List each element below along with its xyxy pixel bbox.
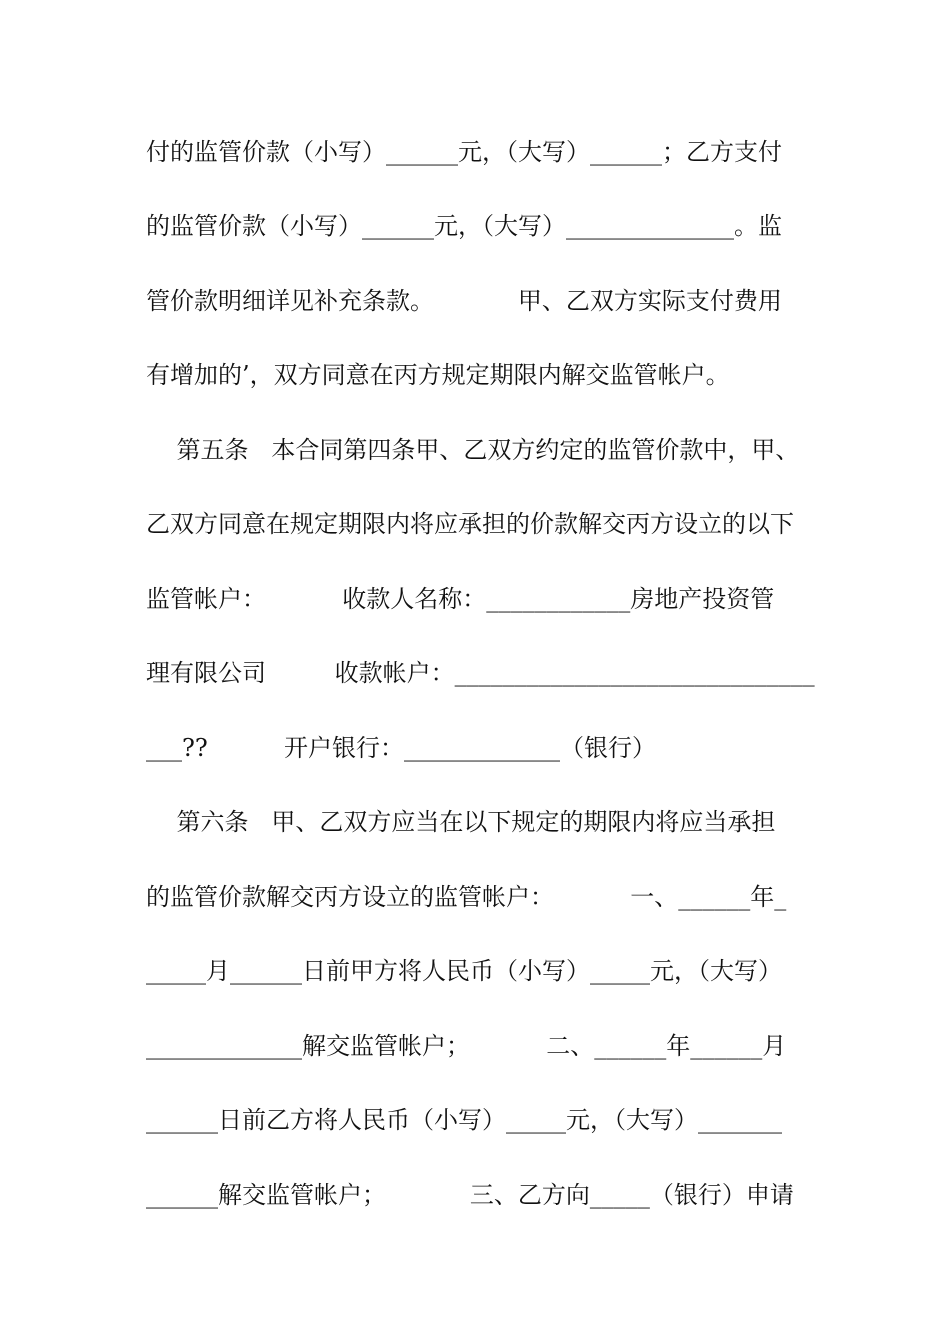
text-line: 有增加的’，双方同意在丙方规定期限内解交监管帐户。 [146,361,730,389]
text-line: 付的监管价款（小写）______元，（大写）______；乙方支付 [146,138,782,166]
text-line: ______解交监管帐户； 三、乙方向_____（银行）申请 [146,1181,794,1209]
text-line: _____月______日前甲方将人民币（小写）_____元，（大写） [146,957,782,985]
text-line: 监管帐户： 收款人名称：____________房地产投资管 [146,585,775,613]
text-line: 的监管价款解交丙方设立的监管帐户： 一、______年_ [146,883,787,911]
text-line: 的监管价款（小写）______元，（大写）______________。监 [146,212,782,240]
text-line: 乙双方同意在规定期限内将应承担的价款解交丙方设立的以下 [146,510,794,538]
text-line: ______日前乙方将人民币（小写）_____元，（大写）_______ [146,1106,782,1134]
text-line: 理有限公司 收款帐户：______________________________ [146,659,815,687]
text-line: 第五条 本合同第四条甲、乙双方约定的监管价款中，甲、 [146,436,800,464]
text-line: ___?? 开户银行：_____________（银行） [146,734,657,762]
text-line: 管价款明细详见补充条款。 甲、乙双方实际支付费用 [146,287,782,315]
text-line: _____________解交监管帐户； 二、______年______月 [146,1032,787,1060]
text-line: 第六条 甲、乙双方应当在以下规定的期限内将应当承担 [146,808,776,836]
